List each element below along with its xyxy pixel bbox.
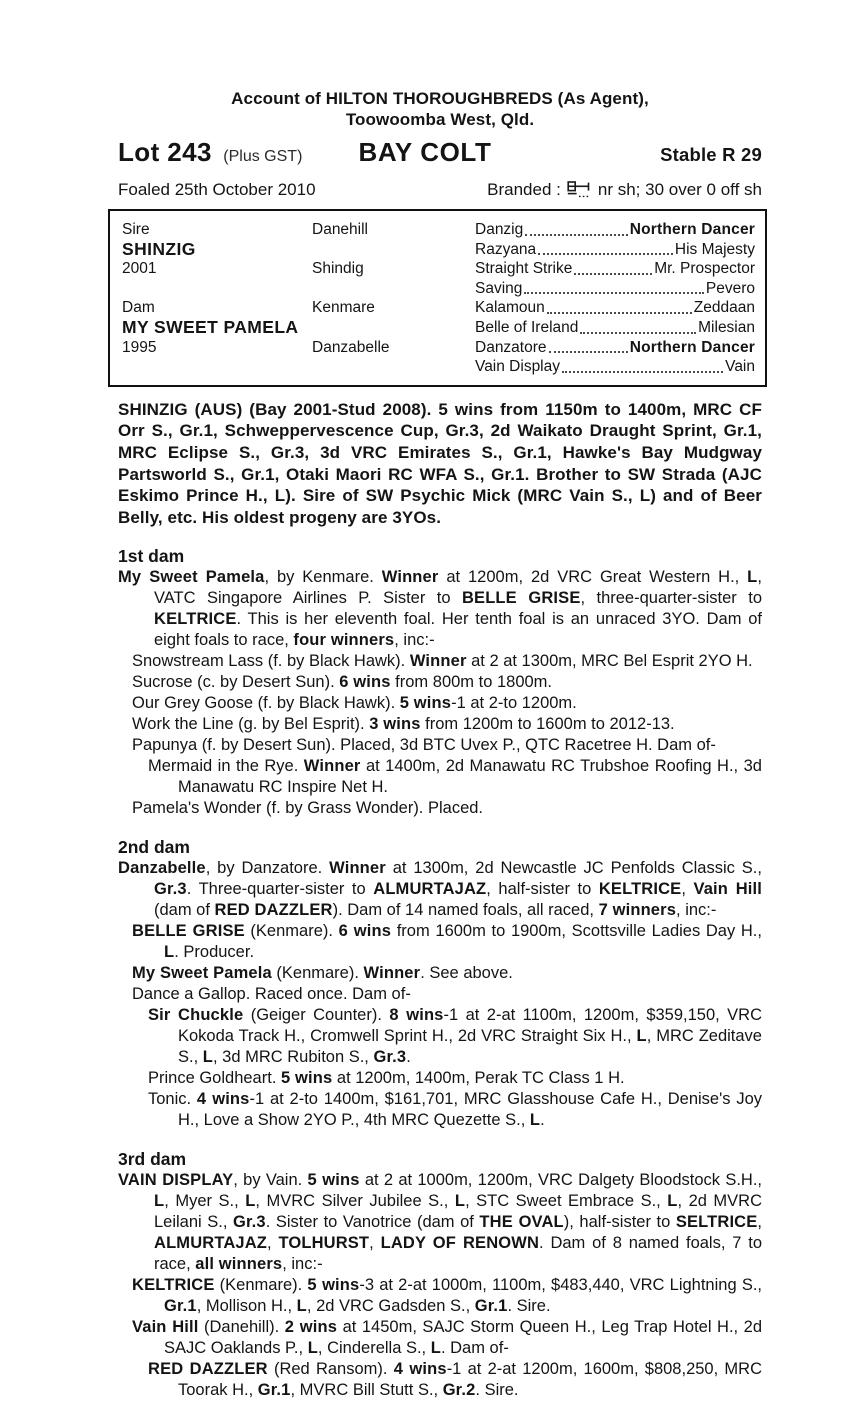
pedigree-paragraph (132, 984, 762, 1005)
black-type-text: ALMURTAJAZ (154, 1234, 268, 1253)
black-type-text: L (307, 1339, 318, 1358)
black-type-text: 5 wins (280, 1069, 333, 1088)
black-type-text: THE OVAL (479, 1213, 564, 1232)
pedigree-paragraph (132, 735, 762, 756)
black-type-text: L (430, 1339, 441, 1358)
black-type-text: My Sweet Pamela (118, 568, 265, 587)
stable-number: Stable R 29 (660, 144, 762, 165)
pedigree-parent-name (122, 279, 312, 299)
body-text: at 2 at 1300m, MRC Bel Esprit 2YO H. (466, 652, 753, 671)
black-type-text: Gr.2 (442, 1381, 476, 1400)
pedigree-table (108, 209, 767, 387)
pedigree-grandparent-name: Danehill (312, 221, 369, 238)
black-type-text: Winner (329, 859, 386, 878)
black-type-text: BELLE GRISE (132, 922, 245, 941)
pedigree-paragraph (148, 1005, 762, 1068)
body-text: , half-sister to (486, 880, 599, 899)
black-type-text: 8 wins (389, 1006, 444, 1025)
body-text: from 1600m to 1900m, Scottsville Ladies Day H., (391, 922, 762, 941)
ancestor-name: Northern Dancer (629, 221, 755, 238)
black-type-text: LADY OF RENOWN (380, 1234, 540, 1253)
pedigree-parent-name: Sire (122, 221, 150, 238)
body-text: . (406, 1048, 411, 1067)
account-line-2: Toowoomba West, Qld. (345, 110, 535, 129)
foaled-date: Foaled 25th October 2010 (118, 180, 316, 199)
body-text: (Kenmare). (244, 922, 339, 941)
pedigree-grandparent-name (312, 318, 475, 338)
body-text: . See above. (420, 964, 513, 983)
body-text: Papunya (f. by Desert Sun). Placed, 3d BTC Uvex P., QTC Racetree H. Dam of- (132, 736, 716, 755)
sire-summary (118, 399, 762, 529)
body-text: , 2d VRC Gadsden S., (306, 1297, 475, 1316)
account-line-1: Account of HILTON THOROUGHBREDS (As Agent), (231, 89, 649, 108)
account-header (118, 88, 762, 130)
body-text: , VATC Singapore Airlines P. Sister to (154, 568, 762, 608)
pedigree-paragraph (132, 963, 762, 984)
body-text: , (267, 1234, 279, 1253)
black-type-text: My Sweet Pamela (132, 964, 272, 983)
black-type-text: 4 wins (393, 1360, 447, 1379)
body-text: at 1450m, SAJC Storm Queen H., Leg Trap Hotel H., 2d SAJC Oaklands P., (164, 1318, 762, 1358)
ancestor-name: Northern Dancer (629, 338, 755, 356)
black-type-text: KELTRICE (154, 610, 237, 629)
body-text: . Dam of 8 named foals, 7 to race, (154, 1234, 763, 1274)
ancestor-name: Belle of Ireland (475, 318, 579, 336)
ancestor-name: Milesian (698, 318, 755, 336)
body-text: (Geiger Counter). (243, 1006, 390, 1025)
body-text: -1 at 2-to 1200m. (451, 694, 577, 713)
black-type-text: L (454, 1192, 466, 1211)
body-text: Prince Goldheart. (148, 1069, 281, 1088)
pedigree-ancestor-row (475, 220, 755, 240)
dam-sections (118, 545, 762, 1401)
dot-leader (580, 332, 696, 334)
body-text: at 1200m, 2d VRC Great Western H., (438, 568, 748, 587)
body-text: , Myer S., (164, 1192, 246, 1211)
body-text: -1 at 2-at 1200m, 1600m, $808,250, MRC Toorak H., (178, 1360, 762, 1400)
black-type-text: L (747, 568, 758, 587)
pedigree-grandparent-name: Shindig (312, 260, 364, 278)
body-text: . (540, 1111, 545, 1130)
body-text: . This is her eleventh foal. Her tenth foal is an unraced 3YO. Dam of eight foals to race, (154, 610, 762, 650)
black-type-text: VAIN DISPLAY (118, 1171, 234, 1190)
pedigree-paragraph (132, 1275, 762, 1317)
body-text: -1 at 2-to 1400m, $161,701, MRC Glasshouse Cafe H., Denise's Joy H., Love a Show 2YO P., 4th MRC Quezette S., (178, 1090, 762, 1130)
ancestor-name: His Majesty (674, 240, 755, 258)
body-text: , (757, 1213, 762, 1232)
body-text: Our Grey Goose (f. by Black Hawk). (132, 694, 400, 713)
black-type-text: Winner (303, 757, 361, 776)
body-text: , inc:- (394, 631, 435, 650)
body-text: (Red Ransom). (267, 1360, 394, 1379)
body-text: , by Kenmare. (264, 568, 382, 587)
pedigree-ancestor-row (475, 259, 755, 279)
ancestor-name: Vain (725, 358, 755, 376)
dam-section-heading: 2nd dam (118, 837, 190, 858)
dot-leader (574, 273, 652, 275)
pedigree-ancestor-row (475, 298, 755, 318)
body-text: . Sister to Vanotrice (dam of (265, 1213, 480, 1232)
pedigree-ancestor-row (475, 279, 755, 299)
ancestor-name: Razyana (475, 240, 537, 258)
body-text: , 2d MVRC Leilani S., (154, 1192, 763, 1232)
branded-label: Branded : (487, 180, 561, 199)
body-text: at 1300m, 2d Newcastle JC Penfolds Classic S., (385, 859, 762, 878)
black-type-text: Gr.3 (233, 1213, 266, 1232)
ancestor-name: Kalamoun (475, 299, 545, 317)
black-type-text: 2 wins (284, 1318, 338, 1337)
body-text: ), half-sister to (563, 1213, 676, 1232)
black-type-text: all winners (195, 1255, 283, 1274)
body-text: , inc:- (282, 1255, 323, 1274)
lot-number: Lot 243 (118, 137, 212, 167)
pedigree-paragraph (118, 567, 762, 651)
body-text: (Danehill). (198, 1318, 285, 1337)
body-text: , 3d MRC Rubiton S., (213, 1048, 374, 1067)
body-text: . Sire. (475, 1381, 519, 1400)
ancestor-name: Vain Display (475, 358, 561, 376)
dot-leader (525, 234, 627, 236)
black-type-text: L (636, 1027, 647, 1046)
body-text: Work the Line (g. by Bel Esprit). (132, 715, 370, 734)
black-type-text: Winner (363, 964, 421, 983)
body-text: at 2 at 1000m, 1200m, VRC Dalgety Bloodstock S.H., (359, 1171, 762, 1190)
pedigree-paragraph (132, 672, 762, 693)
body-text: , by Vain. (233, 1171, 308, 1190)
pedigree-ancestor-row (475, 318, 755, 338)
body-text: Snowstream Lass (f. by Black Hawk). (132, 652, 410, 671)
pedigree-parent-name: MY SWEET PAMELA (122, 316, 299, 337)
dam-section (118, 1148, 762, 1401)
ancestor-name: Straight Strike (475, 260, 573, 278)
body-text: , MRC Zeditave S., (178, 1027, 762, 1067)
dot-leader (547, 312, 692, 314)
black-type-text: Sir Chuckle (148, 1006, 244, 1025)
black-type-text: SELTRICE (675, 1213, 758, 1232)
branded-info (487, 179, 762, 200)
black-type-text: 7 winners (598, 901, 677, 920)
pedigree-paragraph (132, 1317, 762, 1359)
body-text: , MVRC Silver Jubilee S., (255, 1192, 455, 1211)
black-type-text: 5 wins (399, 694, 452, 713)
lot-row (118, 137, 762, 168)
pedigree-parent-name: Dam (122, 299, 155, 317)
ancestor-name: Danzatore (475, 338, 547, 356)
horse-title: BAY COLT (358, 137, 492, 167)
black-type-text: Gr.1 (257, 1381, 291, 1400)
lot-left (118, 137, 359, 168)
black-type-text: KELTRICE (598, 880, 682, 899)
black-type-text: 5 wins (307, 1276, 360, 1295)
pedigree-paragraph (132, 693, 762, 714)
black-type-text: Winner (381, 568, 439, 587)
pedigree-paragraph (132, 714, 762, 735)
pedigree-paragraph (132, 921, 762, 963)
pedigree-parent-name: 1995 (122, 338, 157, 356)
body-text: from 800m to 1800m. (390, 673, 553, 692)
ancestor-name: Mr. Prospector (654, 260, 755, 278)
pedigree-paragraph (118, 1170, 762, 1275)
body-text: (Kenmare). (271, 964, 364, 983)
black-type-text: Vain Hill (693, 880, 763, 899)
body-text: , MVRC Bill Stutt S., (290, 1381, 443, 1400)
body-text: Tonic. (148, 1090, 197, 1109)
black-type-text: Gr.1 (164, 1297, 197, 1316)
pedigree-ancestor-row (475, 338, 755, 358)
pedigree-grandparent-name: Kenmare (312, 299, 375, 317)
pedigree-grandparent-name (312, 357, 475, 377)
body-text: , Cinderella S., (317, 1339, 431, 1358)
ancestor-name: Zeddaan (693, 299, 755, 317)
black-type-text: four winners (293, 631, 395, 650)
dam-section-heading: 1st dam (118, 546, 185, 567)
body-text: . Dam of- (440, 1339, 509, 1358)
dam-section-heading: 3rd dam (118, 1149, 187, 1170)
body-text: . Producer. (174, 943, 255, 962)
body-text: Sucrose (c. by Desert Sun). (132, 673, 340, 692)
black-type-text: L (296, 1297, 307, 1316)
black-type-text: SHINZIG (AUS) (Bay 2001-Stud 2008). 5 wins from 1150m to 1400m, MRC CF Orr S., Gr.1, Schweppervescence Cup, Gr.3, 2d Waikato Draught Sprint, Gr.1, MRC Eclipse S., Gr.3, 3d VRC Emirates S., Gr.1, Hawke's Bay Mudgway Partsworld S., Gr.1, Otaki Maori RC WFA S., Gr.1. Brother to SW Strada (AJC Eskimo Prince H., L). Sire of SW Psychic Mick (MRC Vain S., L) and of Beer Belly, etc. His oldest progeny are 3YOs. (118, 399, 762, 527)
black-type-text: BELLE GRISE (461, 589, 581, 608)
pedigree-parent-name: 2001 (122, 260, 157, 278)
dot-leader (538, 253, 673, 255)
ancestor-name: Danzig (475, 221, 524, 238)
black-type-text: 5 wins (307, 1171, 360, 1190)
pedigree-parent-name (122, 357, 312, 377)
body-text: , (681, 880, 694, 899)
body-text: . Three-quarter-sister to (186, 880, 374, 899)
ancestor-name: Saving (475, 279, 523, 297)
black-type-text: 4 wins (196, 1090, 250, 1109)
pedigree-ancestor-row (475, 240, 755, 260)
black-type-text: Danzabelle (118, 859, 206, 878)
pedigree-paragraph (148, 1089, 762, 1131)
body-text: Mermaid in the Rye. (148, 757, 304, 776)
black-type-text: RED DAZZLER (148, 1360, 268, 1379)
body-text: Pamela's Wonder (f. by Grass Wonder). Placed. (132, 799, 484, 818)
body-text: , by Danzatore. (205, 859, 330, 878)
ancestor-name: Pevero (705, 279, 755, 297)
body-text: (dam of (154, 901, 215, 920)
dam-section (118, 545, 762, 819)
black-type-text: Winner (409, 652, 467, 671)
body-text: ). Dam of 14 named foals, all raced, (332, 901, 599, 920)
pedigree-grandparent-name (312, 240, 475, 260)
pedigree-paragraph (132, 798, 762, 819)
pedigree-paragraph (148, 1359, 762, 1401)
body-text: -1 at 2-at 1100m, 1200m, $359,150, VRC Kokoda Track H., Cromwell Sprint H., 2d VRC Straight Six H., (178, 1006, 762, 1046)
pedigree-ancestor-row (475, 357, 755, 377)
black-type-text: Gr.3 (373, 1048, 407, 1067)
black-type-text: L (164, 943, 175, 962)
black-type-text: L (529, 1111, 541, 1130)
body-text: at 1200m, 1400m, Perak TC Class 1 H. (332, 1069, 625, 1088)
black-type-text: TOLHURST (278, 1234, 370, 1253)
pedigree-parent-name: SHINZIG (122, 238, 196, 259)
dot-leader (562, 371, 723, 373)
black-type-text: KELTRICE (132, 1276, 215, 1295)
black-type-text: RED DAZZLER (214, 901, 333, 920)
pedigree-paragraph (132, 651, 762, 672)
black-type-text: L (202, 1048, 213, 1067)
pedigree-paragraph (148, 756, 762, 798)
body-text: from 1200m to 1600m to 2012-13. (420, 715, 675, 734)
body-text: , inc:- (676, 901, 717, 920)
pedigree-grandparent-name: Danzabelle (312, 338, 390, 356)
body-text: . Sire. (507, 1297, 551, 1316)
body-text: , (369, 1234, 381, 1253)
body-text: at 1400m, 2d Manawatu RC Trubshoe Roofing H., 3d Manawatu RC Inspire Net H. (178, 757, 762, 797)
black-type-text: Vain Hill (132, 1318, 199, 1337)
black-type-text: ALMURTAJAZ (373, 880, 487, 899)
pedigree-grandparent-name (312, 279, 475, 299)
body-text: -3 at 2-at 1000m, 1100m, $483,440, VRC Lightning S., (359, 1276, 762, 1295)
black-type-text: Gr.1 (474, 1297, 508, 1316)
black-type-text: Gr.3 (154, 880, 187, 899)
body-text: (Kenmare). (214, 1276, 308, 1295)
pedigree-paragraph (118, 858, 762, 921)
horse-brand-mark-icon (567, 181, 592, 199)
black-type-text: 3 wins (369, 715, 421, 734)
body-text: , three-quarter-sister to (580, 589, 762, 608)
dot-leader (549, 351, 628, 353)
body-text: , STC Sweet Embrace S., (465, 1192, 668, 1211)
pedigree-paragraph (148, 1068, 762, 1089)
black-type-text: L (245, 1192, 256, 1211)
black-type-text: L (667, 1192, 678, 1211)
dam-section (118, 836, 762, 1131)
body-text: , Mollison H., (196, 1297, 297, 1316)
lot-gst-note: (Plus GST) (223, 148, 303, 165)
black-type-text: 6 wins (338, 922, 392, 941)
branded-description: nr sh; 30 over 0 off sh (597, 180, 762, 199)
black-type-text: L (154, 1192, 165, 1211)
black-type-text: 6 wins (339, 673, 391, 692)
foaled-row (118, 179, 762, 200)
dot-leader (524, 292, 703, 294)
body-text: Dance a Gallop. Raced once. Dam of- (132, 985, 411, 1004)
